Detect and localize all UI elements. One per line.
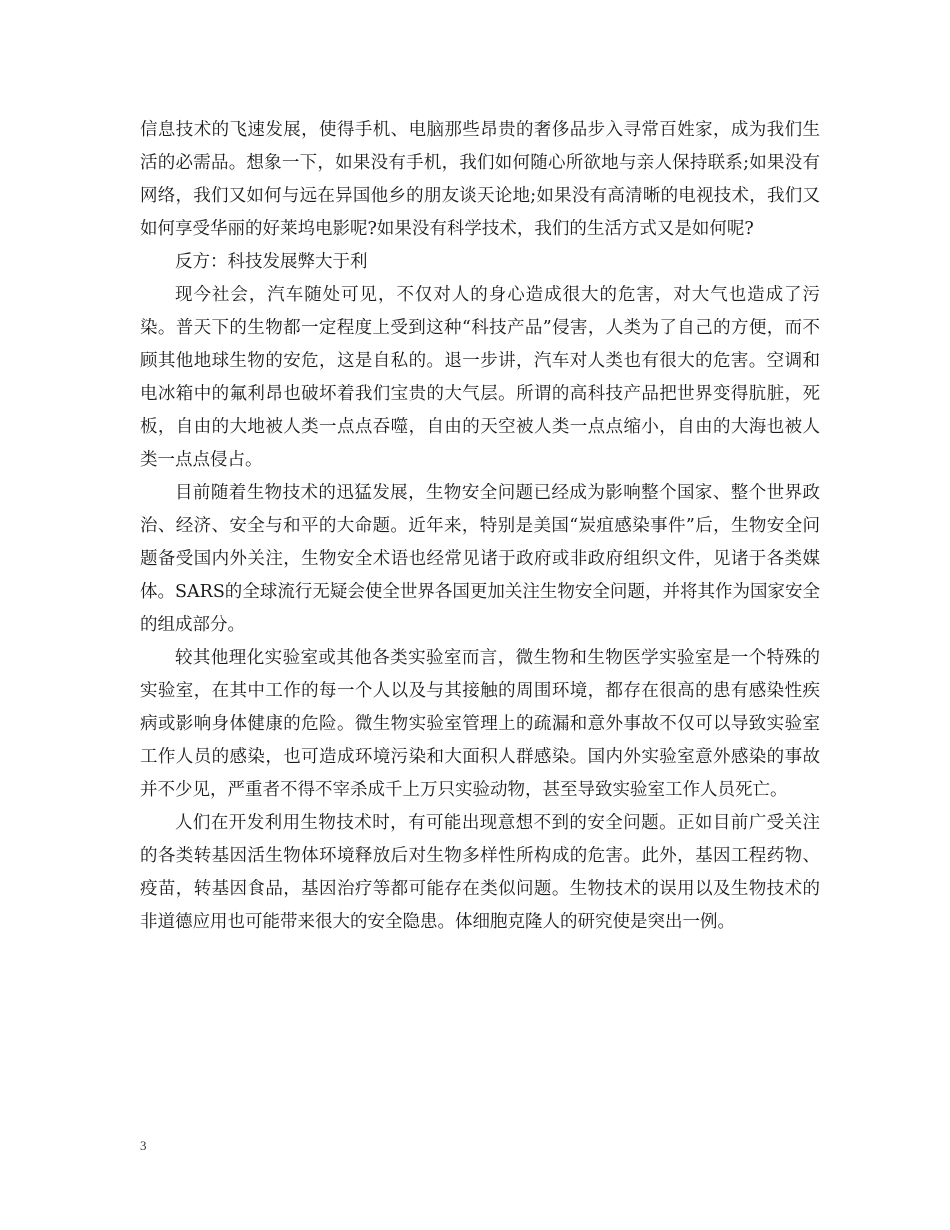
paragraph-biotech-risks: 人们在开发利用生物技术时，有可能出现意想不到的安全问题。正如目前广受关注的各类转基因活生物体环境释放后对生物多样性所构成的危害。此外，基因工程药物、疫苗，转基因食品，基因治疗等都可能存在类似问题。生物技术的误用以及生物技术的非道德应用也可能带来很大的安全隐患。体细胞克隆人的研究使是突出一例。 (140, 813, 820, 932)
document-body (140, 114, 820, 939)
paragraph-lab-safety: 较其他理化实验室或其他各类实验室而言，微生物和生物医学实验室是一个特殊的实验室，在其中工作的每一个人以及与其接触的周围环境，都存在很高的患有感染性疾病或影响身体健康的危险。微生物实验室管理上的疏漏和意外事故不仅可以导致实验室工作人员的感染，也可造成环境污染和大面积人群感染。国内外实验室意外感染的事故并不少见，严重者不得不宰杀成千上万只实验动物，甚至导致实验室工作人员死亡。 (140, 648, 820, 800)
page-number: 3 (140, 1138, 147, 1153)
paragraph-cars-pollution: 现今社会，汽车随处可见，不仅对人的身心造成很大的危害，对大气也造成了污染。普天下的生物都一定程度上受到这种“科技产品”侵害，人类为了自己的方便，而不顾其他地球生物的安危，这是自私的。退一步讲，汽车对人类也有很大的危害。空调和电冰箱中的氟利昂也破坏着我们宝贵的大气层。所谓的高科技产品把世界变得肮脏，死板，自由的大地被人类一点点吞噬，自由的天空被人类一点点缩小，自由的大海也被人类一点点侵占。 (140, 285, 820, 470)
paragraph-intro-continuation: 信息技术的飞速发展，使得手机、电脑那些昂贵的奢侈品步入寻常百姓家，成为我们生活的必需品。想象一下，如果没有手机，我们如何随心所欲地与亲人保持联系;如果没有网络，我们又如何与远在异国他乡的朋友谈天论地;如果没有高清晰的电视技术，我们又如何享受华丽的好莱坞电影呢?如果没有科学技术，我们的生活方式又是如何呢? (140, 120, 820, 239)
section-heading-con-side: 反方：科技发展弊大于利 (175, 252, 368, 272)
paragraph-biosecurity: 目前随着生物技术的迅猛发展，生物安全问题已经成为影响整个国家、整个世界政治、经济、安全与和平的大命题。近年来，特别是美国“炭疽感染事件”后，生物安全问题备受国内外关注，生物安全术语也经常见诸于政府或非政府组织文件，见诸于各类媒体。SARS的全球流行无疑会使全世界各国更加关注生物安全问题，并将其作为国家安全的组成部分。 (140, 483, 820, 635)
